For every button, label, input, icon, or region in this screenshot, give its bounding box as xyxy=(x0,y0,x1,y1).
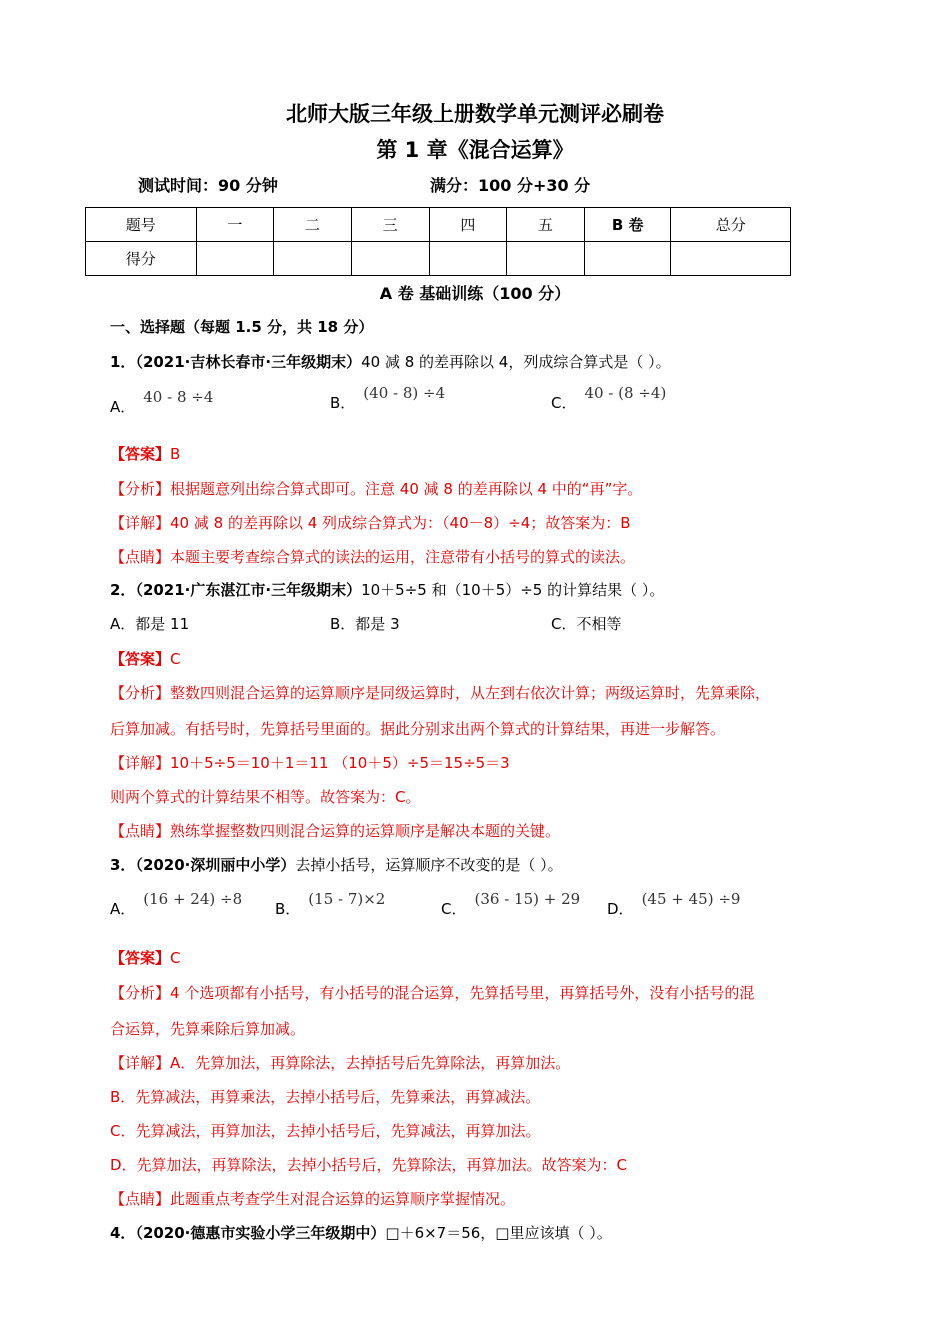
answer-value: B xyxy=(170,445,181,463)
table-cell: 三 xyxy=(351,208,429,242)
option-b[interactable] xyxy=(275,888,386,918)
option-c[interactable] xyxy=(551,613,622,634)
question-3 xyxy=(110,854,563,875)
option-expr: 都是 11 xyxy=(135,615,190,633)
detail-b: B．先算减法，再算乘法，去掉小括号后，先算乘法，再算减法。 xyxy=(110,1088,541,1106)
option-a[interactable] xyxy=(110,888,243,918)
option-label: A． xyxy=(110,900,136,918)
detail-text-cont: 则两个算式的计算结果不相等。故答案为：C。 xyxy=(110,788,421,806)
detail-c: C．先算减法，再算加法，去掉小括号后，先算减法，再算加法。 xyxy=(110,1122,541,1140)
analysis-text-cont: 后算加减。有括号时，先算括号里面的。据此分别求出两个算式的计算结果，再进一步解答。 xyxy=(110,720,726,738)
analysis-line xyxy=(110,982,754,1003)
question-4 xyxy=(110,1222,612,1243)
score-input-cell[interactable] xyxy=(671,242,791,276)
analysis-line xyxy=(110,682,770,703)
question-2 xyxy=(110,579,664,600)
option-label: C． xyxy=(441,900,467,918)
option-expr: (40 - 8) ÷4 xyxy=(363,384,446,402)
table-cell: 五 xyxy=(507,208,585,242)
score-input-cell[interactable] xyxy=(196,242,274,276)
answer-value: C xyxy=(170,650,181,668)
answer-value: C xyxy=(170,949,181,967)
question-source: （2020·德惠市实验小学三年级期中） xyxy=(135,1224,386,1242)
analysis-line xyxy=(110,478,642,499)
table-cell: 得分 xyxy=(86,242,197,276)
page-title: 北师大版三年级上册数学单元测评必刷卷 xyxy=(286,102,664,126)
analysis-tag: 【分析】 xyxy=(110,984,171,1002)
score-input-cell[interactable] xyxy=(351,242,429,276)
comment-text: 熟练掌握整数四则混合运算的运算顺序是解决本题的关键。 xyxy=(170,822,561,840)
analysis-tag: 【分析】 xyxy=(110,480,171,498)
option-expr: (16 + 24) ÷8 xyxy=(143,890,243,908)
option-expr: 不相等 xyxy=(576,615,622,633)
option-expr: 40 - (8 ÷4) xyxy=(584,384,667,402)
comment-tag: 【点睛】 xyxy=(110,1190,171,1208)
option-label: C． xyxy=(551,394,577,412)
full-score: 满分：100 分+30 分 xyxy=(430,176,591,195)
question-number: 1． xyxy=(110,353,136,371)
answer-tag: 【答案】 xyxy=(110,949,171,967)
option-label: A． xyxy=(110,615,136,633)
option-d[interactable] xyxy=(607,888,741,918)
detail-tag: 【详解】 xyxy=(110,754,171,772)
question-text: 去掉小括号，运算顺序不改变的是（ ）。 xyxy=(295,856,563,874)
comment-tag: 【点睛】 xyxy=(110,822,171,840)
comment-text: 本题主要考查综合算式的读法的运用，注意带有小括号的算式的读法。 xyxy=(170,548,636,566)
answer-line xyxy=(110,947,181,968)
table-cell: 总分 xyxy=(671,208,791,242)
table-cell: B 卷 xyxy=(584,208,671,242)
comment-line xyxy=(110,1188,515,1209)
option-label: D． xyxy=(607,900,634,918)
analysis-text: 根据题意列出综合算式即可。注意 40 减 8 的差再除以 4 中的“再”字。 xyxy=(170,480,643,498)
question-text: 10＋5÷5 和（10＋5）÷5 的计算结果（ ）。 xyxy=(361,581,665,599)
option-expr: (15 - 7)×2 xyxy=(308,890,386,908)
option-c[interactable] xyxy=(551,382,667,412)
part-one-heading: 一、选择题（每题 1.5 分，共 18 分） xyxy=(110,318,374,336)
table-cell: 四 xyxy=(429,208,507,242)
table-row xyxy=(86,242,791,276)
option-c[interactable] xyxy=(441,888,581,918)
option-b[interactable] xyxy=(330,613,400,634)
option-expr: 40 - 8 ÷4 xyxy=(143,388,214,406)
option-label: B． xyxy=(330,394,356,412)
table-cell: 二 xyxy=(274,208,352,242)
analysis-text-cont: 合运算，先算乘除后算加减。 xyxy=(110,1020,306,1038)
question-1 xyxy=(110,351,671,372)
option-a[interactable] xyxy=(110,613,189,634)
option-label: C． xyxy=(551,615,577,633)
answer-tag: 【答案】 xyxy=(110,445,171,463)
question-source: （2021·广东湛江市·三年级期末） xyxy=(135,581,362,599)
answer-line xyxy=(110,648,181,669)
detail-text: A．先算加法，再算除法，去掉括号后先算除法，再算加法。 xyxy=(170,1054,571,1072)
question-number: 4． xyxy=(110,1224,136,1242)
comment-text: 此题重点考查学生对混合运算的运算顺序掌握情况。 xyxy=(170,1190,516,1208)
detail-line xyxy=(110,752,510,773)
chapter-title: 第 1 章《混合运算》 xyxy=(376,138,574,162)
detail-text: 10＋5÷5＝10＋1＝11 （10＋5）÷5＝15÷5＝3 xyxy=(170,754,510,772)
test-time: 测试时间：90 分钟 xyxy=(138,176,278,195)
comment-line xyxy=(110,546,635,567)
answer-tag: 【答案】 xyxy=(110,650,171,668)
detail-line xyxy=(110,512,631,533)
detail-line xyxy=(110,1052,570,1073)
table-cell: 题号 xyxy=(86,208,197,242)
section-a-title: A 卷 基础训练（100 分） xyxy=(379,284,571,303)
detail-tag: 【详解】 xyxy=(110,514,171,532)
question-text: □＋6×7＝56，□里应该填（ ）。 xyxy=(385,1224,612,1242)
option-expr: (36 - 15) + 29 xyxy=(474,890,581,908)
comment-tag: 【点睛】 xyxy=(110,548,171,566)
score-table xyxy=(85,207,791,276)
comment-line xyxy=(110,820,560,841)
question-source: （2020·深圳丽中小学） xyxy=(135,856,296,874)
score-input-cell[interactable] xyxy=(507,242,585,276)
score-input-cell[interactable] xyxy=(274,242,352,276)
analysis-tag: 【分析】 xyxy=(110,684,171,702)
detail-d: D．先算加法，再算除法，去掉小括号后，先算除法，再算加法。故答案为：C xyxy=(110,1156,628,1174)
question-number: 3． xyxy=(110,856,136,874)
answer-line xyxy=(110,443,180,464)
analysis-text: 整数四则混合运算的运算顺序是同级运算时，从左到右依次计算；两级运算时，先算乘除， xyxy=(170,684,771,702)
option-expr: 都是 3 xyxy=(355,615,400,633)
analysis-text: 4 个选项都有小括号，有小括号的混合运算，先算括号里，再算括号外，没有小括号的混 xyxy=(170,984,755,1002)
detail-tag: 【详解】 xyxy=(110,1054,171,1072)
option-label: B． xyxy=(330,615,356,633)
score-input-cell[interactable] xyxy=(429,242,507,276)
detail-text: 40 减 8 的差再除以 4 列成综合算式为：（40－8）÷4；故答案为：B xyxy=(170,514,631,532)
table-cell: 一 xyxy=(196,208,274,242)
question-number: 2． xyxy=(110,581,136,599)
option-expr: (45 + 45) ÷9 xyxy=(641,890,741,908)
option-label: B． xyxy=(275,900,301,918)
score-input-cell[interactable] xyxy=(584,242,671,276)
table-row xyxy=(86,208,791,242)
question-source: （2021·吉林长春市·三年级期末） xyxy=(135,353,362,371)
option-label: A． xyxy=(110,398,136,416)
question-text: 40 减 8 的差再除以 4，列成综合算式是（ ）。 xyxy=(361,353,671,371)
option-b[interactable] xyxy=(330,382,446,412)
option-a[interactable] xyxy=(110,386,214,416)
